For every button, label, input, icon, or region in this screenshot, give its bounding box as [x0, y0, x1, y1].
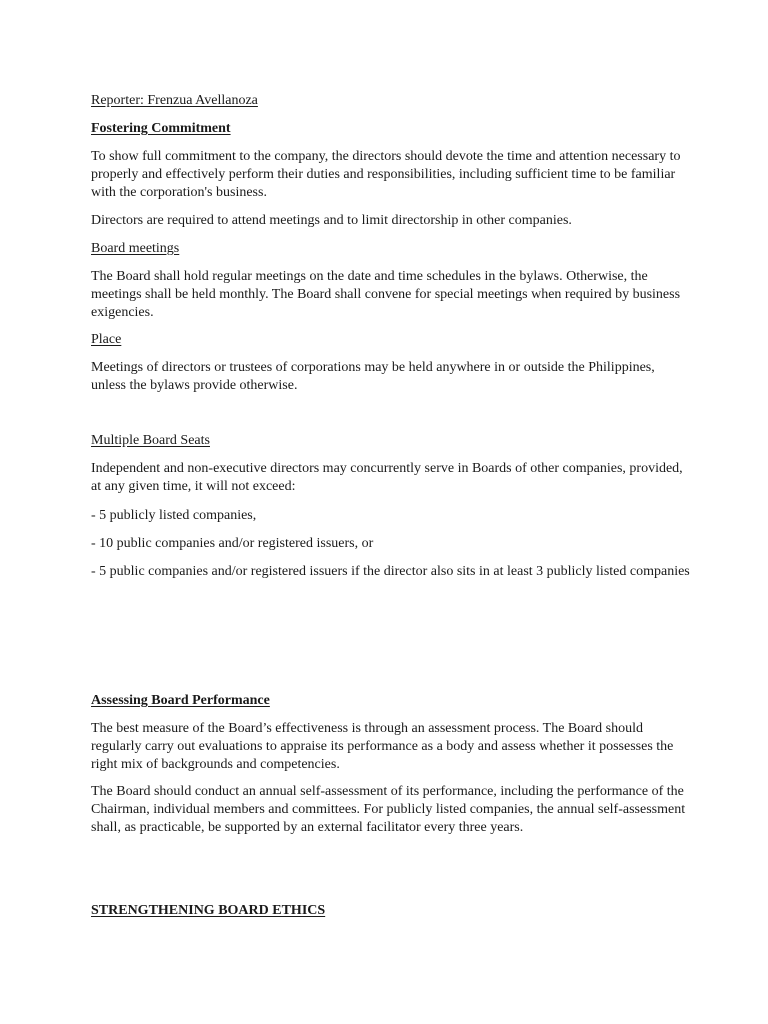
reporter-line: Reporter: Frenzua Avellanoza [91, 93, 258, 108]
paragraph-place: Meetings of directors or trustees of corporations may be held anywhere in or outside the Philippines, unless the bylaws provide otherwise. [91, 360, 655, 393]
paragraph-fostering-1: To show full commitment to the company, the directors should devote the time and attention necessary to properly and effectively perform their duties and responsibilities, including sufficient time to be familiar with the corporation's business. [91, 149, 681, 200]
paragraph-multiple-seats: Independent and non-executive directors may concurrently serve in Boards of other companies, provided, at any given time, it will not exceed: [91, 461, 683, 494]
list-item: - 5 public companies and/or registered issuers if the director also sits in at least 3 publicly listed companies [91, 564, 690, 579]
paragraph-assessing-2: The Board should conduct an annual self-assessment of its performance, including the performance of the Chairman, individual members and committees. For publicly listed companies, the annual self-assessment shall, as practicable, be supported by an external facilitator every three years. [91, 784, 686, 835]
heading-strengthening-board-ethics: STRENGTHENING BOARD ETHICS [91, 903, 326, 918]
paragraph-assessing-1: The best measure of the Board’s effectiveness is through an assessment process. The Board should regularly carry out evaluations to appraise its performance as a body and assess whether it possesses the right mix of backgrounds and competencies. [91, 721, 674, 772]
heading-board-meetings: Board meetings [91, 241, 180, 256]
list-item: - 10 public companies and/or registered issuers, or [91, 536, 374, 551]
heading-place: Place [91, 332, 122, 347]
heading-assessing-board-performance: Assessing Board Performance [91, 693, 270, 708]
list-item: - 5 publicly listed companies, [91, 508, 257, 523]
heading-multiple-board-seats: Multiple Board Seats [91, 433, 210, 448]
paragraph-fostering-2: Directors are required to attend meetings and to limit directorship in other companies. [91, 213, 572, 228]
heading-fostering-commitment: Fostering Commitment [91, 121, 231, 136]
paragraph-board-meetings: The Board shall hold regular meetings on the date and time schedules in the bylaws. Otherwise, the meetings shall be held monthly. The Board shall convene for special meetings when required by business exigencies. [91, 269, 681, 320]
